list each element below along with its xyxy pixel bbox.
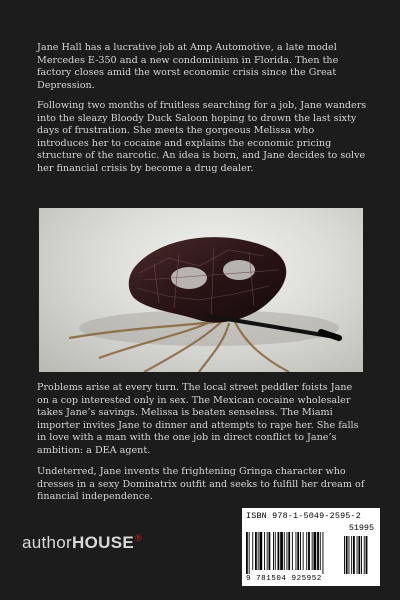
registered-mark: ® <box>134 533 142 544</box>
barcode-number: 9 781504 925952 <box>246 575 322 583</box>
isbn-label: ISBN 978-1-5049-2595-2 <box>246 511 361 521</box>
blurb-paragraph-2: Following two months of fruitless searching for a job, Jane wanders into the sleazy Bloody Duck Saloon hoping to drown the last sixty days of frustration. She meets the gorgeous Melissa who introduces her to cocaine and explains the economic pricing structure of the narcotic. An idea is born, and Jane decides to solve her financial crisis by become a drug dealer. <box>37 100 367 174</box>
blurb-paragraph-1: Jane Hall has a lucrative job at Amp Automotive, a late model Mercedes E-350 and a new condominium in Florida. Then the factory closes amid the worst economic crisis since the Great Depression. <box>37 42 339 91</box>
blurb-paragraph-3: Problems arise at every turn. The local street peddler foists Jane on a cop interested only in sex. The Mexican cocaine wholesaler takes Jane’s savings. Melissa is beaten senseless. The Miami importer invites Jane to dinner and attempts to rape her. She falls in love with a man with the one job in direct conflict to Jane’s ambition: a DEA agent. <box>37 382 359 456</box>
mask-image-svg <box>39 208 363 372</box>
publisher-name-bold: HOUSE <box>72 533 134 552</box>
isbn-barcode <box>242 508 380 586</box>
publisher-name-regular: author <box>22 533 73 552</box>
mask-illustration <box>39 208 363 372</box>
price-code: 51995 <box>348 523 374 533</box>
publisher-logo <box>22 533 142 553</box>
barcode-bars <box>246 532 376 574</box>
blurb-paragraph-4: Undeterred, Jane invents the frightening Gringa character who dresses in a sexy Dominatrix outfit and seeks to fulfill her dream of financial independence. <box>37 466 365 503</box>
